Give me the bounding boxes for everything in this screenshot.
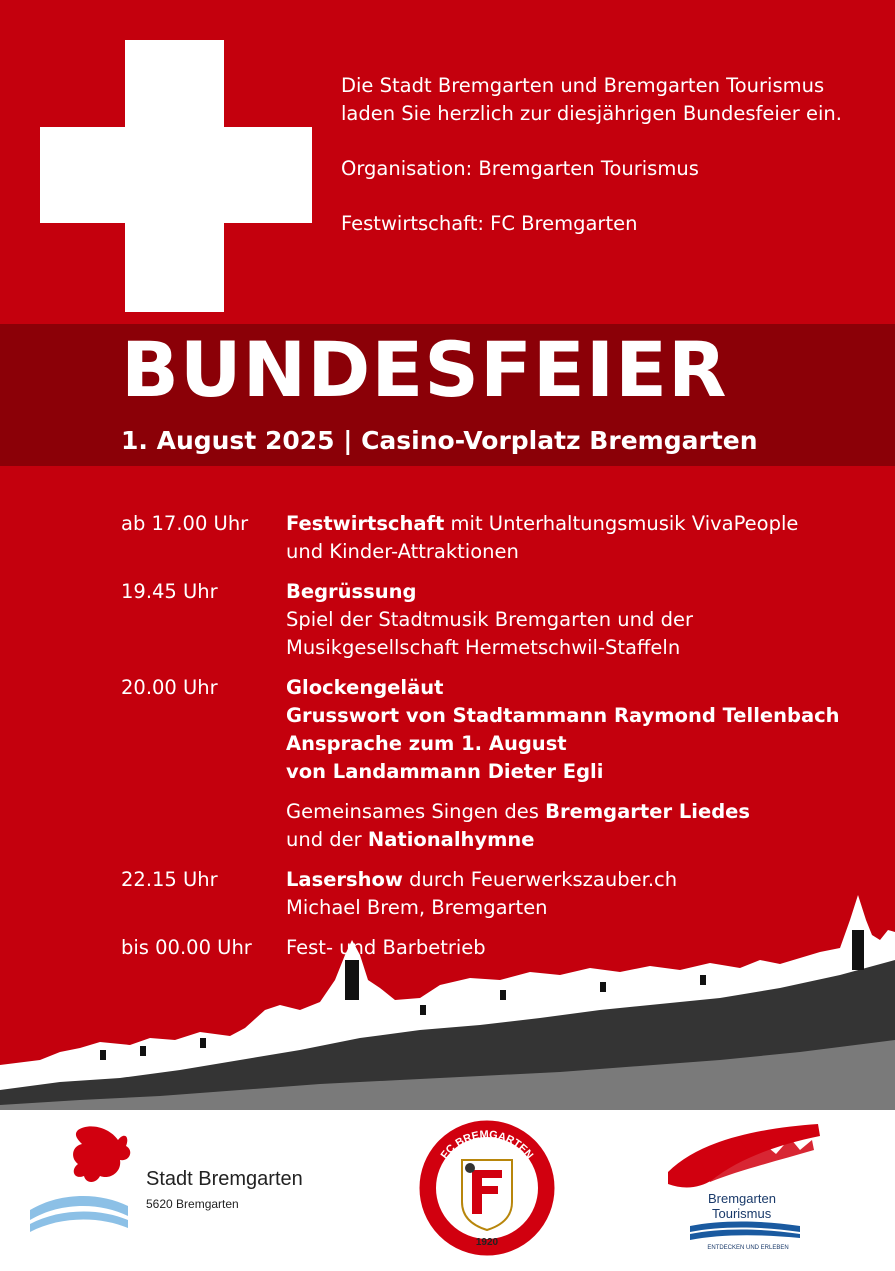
fc-year: 1920: [475, 1237, 499, 1248]
program-time: 22.15 Uhr: [121, 868, 218, 891]
event-subtitle: 1. August 2025 | Casino-Vorplatz Bremgarten: [121, 426, 758, 455]
sponsor-logos: [0, 1110, 895, 1267]
program-text: mit Unterhaltungsmusik VivaPeople: [444, 512, 799, 535]
program-text: Musikgesellschaft Hermetschwil-Staffeln: [286, 636, 681, 659]
stadt-name: Stadt Bremgarten: [146, 1168, 303, 1190]
program-highlight: Grusswort von Stadtammann Raymond Tellenbach: [286, 704, 840, 727]
program-highlight: Lasershow: [286, 868, 403, 891]
program-text: Fest- und Barbetrieb: [286, 936, 486, 959]
invitation-line-1: Die Stadt Bremgarten und Bremgarten Tourismus: [341, 74, 825, 97]
bremgarten-tourismus-logo: [668, 1124, 820, 1251]
lion-icon: [73, 1126, 130, 1182]
invitation-text: [341, 72, 881, 238]
program-text: durch Feuerwerkszauber.ch: [402, 868, 678, 891]
program-highlight: Festwirtschaft: [286, 512, 445, 535]
fc-name: FC BREMGARTEN: [438, 1128, 536, 1162]
tourismus-tagline: ENTDECKEN UND ERLEBEN: [707, 1245, 789, 1251]
program-item: [121, 798, 881, 854]
tourismus-line2: Tourismus: [712, 1206, 772, 1221]
program-text: Spiel der Stadtmusik Bremgarten und der: [286, 608, 693, 631]
fc-bremgarten-logo: [421, 1122, 553, 1254]
program-item: [121, 578, 881, 662]
program-highlight: Ansprache zum 1. August: [286, 732, 567, 755]
program-text: und der: [286, 828, 368, 851]
program-item: [121, 674, 881, 786]
tourismus-line1: Bremgarten: [708, 1191, 776, 1206]
program-highlight: Glockengeläut: [286, 676, 444, 699]
football-icon: [465, 1163, 475, 1173]
sponsor-footer: [0, 1110, 895, 1267]
festwirtschaft-line: Festwirtschaft: FC Bremgarten: [341, 212, 638, 235]
program-highlight: von Landammann Dieter Egli: [286, 760, 604, 783]
program-text: Michael Brem, Bremgarten: [286, 896, 548, 919]
program-time: 19.45 Uhr: [121, 580, 218, 603]
program-time: bis 00.00 Uhr: [121, 936, 252, 959]
program-text: und Kinder-Attraktionen: [286, 540, 519, 563]
program-text: Gemeinsames Singen des: [286, 800, 546, 823]
swiss-cross-horizontal: [40, 127, 312, 223]
invitation-line-2: laden Sie herzlich zur diesjährigen Bundesfeier ein.: [341, 102, 842, 125]
program-highlight: Bremgarter Liedes: [545, 800, 750, 823]
town-skyline-illustration: [0, 860, 895, 1110]
stadt-bremgarten-logo: [30, 1126, 303, 1232]
program-highlight: Nationalhymne: [367, 828, 535, 851]
program-time: ab 17.00 Uhr: [121, 512, 249, 535]
program-time: 20.00 Uhr: [121, 676, 218, 699]
program-item: [121, 510, 881, 566]
program-highlight: Begrüssung: [286, 580, 417, 603]
stadt-address: 5620 Bremgarten: [146, 1197, 239, 1211]
organisation-line: Organisation: Bremgarten Tourismus: [341, 157, 699, 180]
event-title: BUNDESFEIER: [121, 325, 728, 414]
